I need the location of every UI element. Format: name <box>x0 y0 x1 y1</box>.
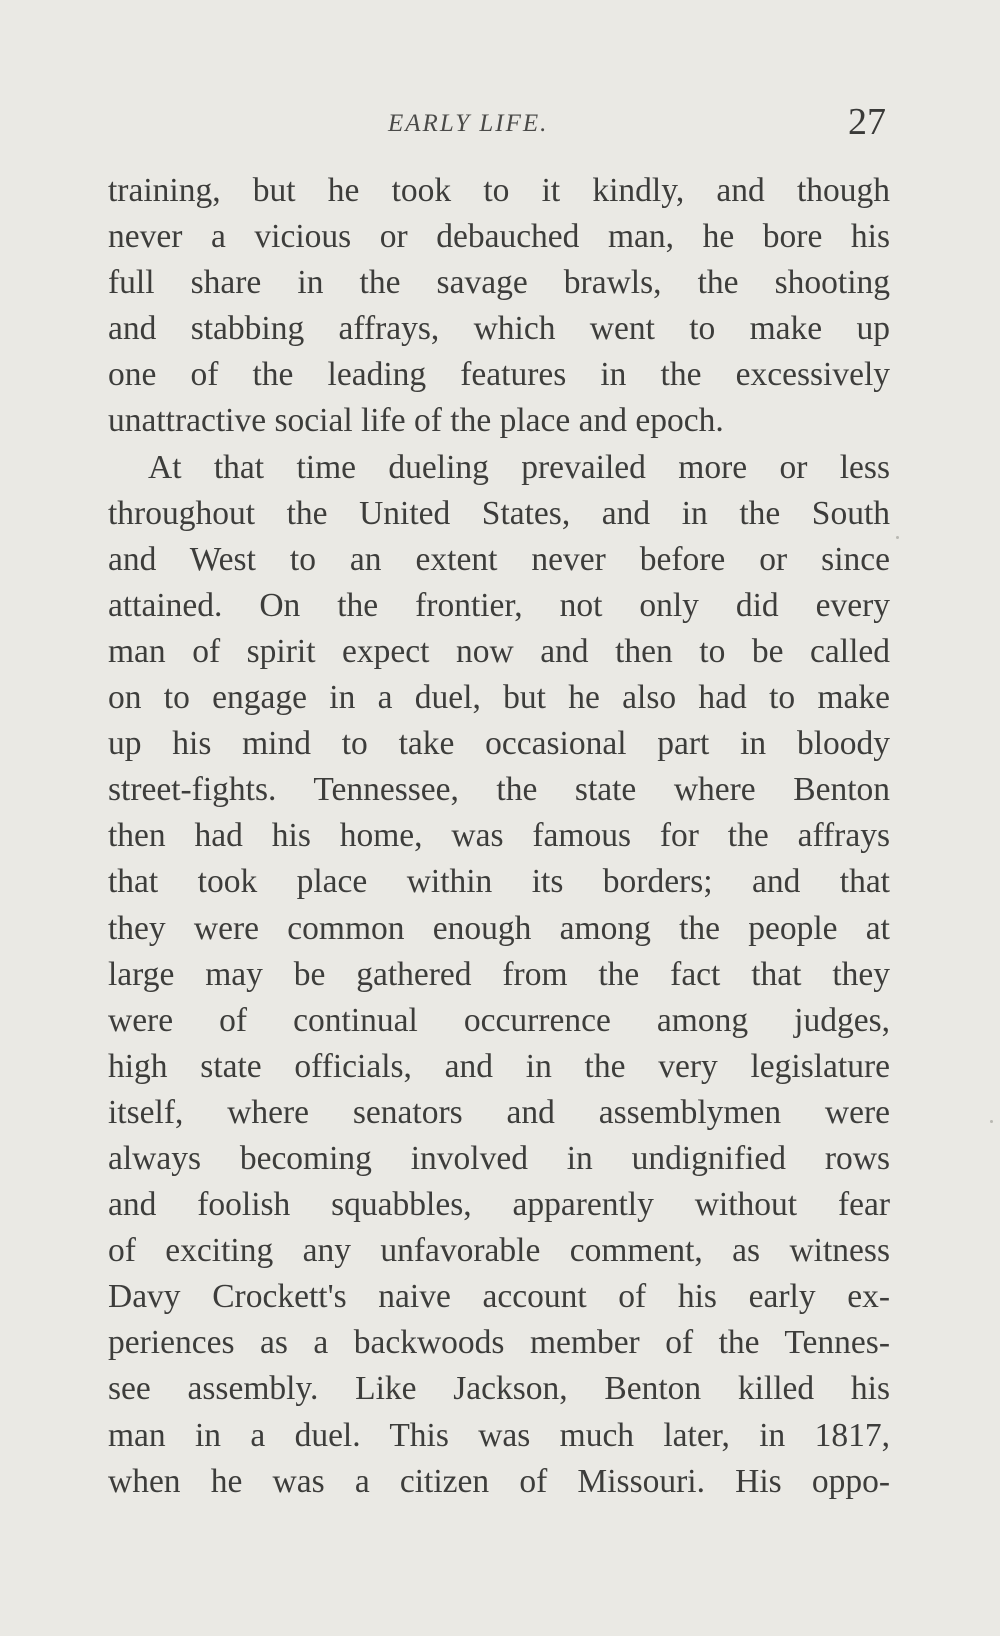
body-text <box>108 168 890 1505</box>
text-line: always becoming involved in undignified rows <box>108 1139 890 1177</box>
text-line: that took place within its borders; and that <box>108 863 890 901</box>
text-line: they were common enough among the people at <box>108 909 890 947</box>
text-line: throughout the United States, and in the South <box>108 494 890 532</box>
paper-speck <box>990 1120 993 1123</box>
paragraph-start-line: At that time dueling prevailed more or less <box>148 448 890 486</box>
text-line: high state officials, and in the very legislature <box>108 1047 890 1085</box>
running-head <box>0 100 1000 150</box>
text-line: periences as a backwoods member of the Tennes- <box>108 1324 890 1362</box>
paper-speck <box>896 536 899 539</box>
text-line: up his mind to take occasional part in bloody <box>108 725 890 763</box>
text-line: were of continual occurrence among judges, <box>108 1001 890 1039</box>
text-line: then had his home, was famous for the affrays <box>108 817 890 855</box>
text-line: one of the leading features in the excessively <box>108 356 890 394</box>
text-line: Davy Crockett's naive account of his early ex- <box>108 1278 890 1316</box>
text-line: man in a duel. This was much later, in 1817, <box>108 1416 890 1454</box>
paragraph-end-line: unattractive social life of the place and epoch. <box>108 402 724 440</box>
text-line: attained. On the frontier, not only did every <box>108 586 890 624</box>
text-line: of exciting any unfavorable comment, as witness <box>108 1232 890 1270</box>
text-line: on to engage in a duel, but he also had to make <box>108 679 890 717</box>
text-line: street-fights. Tennessee, the state where Benton <box>108 771 890 809</box>
text-line: full share in the savage brawls, the shooting <box>108 264 890 302</box>
chapter-title: EARLY LIFE. <box>388 110 549 137</box>
text-line: training, but he took to it kindly, and though <box>108 172 890 209</box>
page-number: 27 <box>848 101 886 143</box>
text-line: and foolish squabbles, apparently without fear <box>108 1186 890 1224</box>
text-line: large may be gathered from the fact that they <box>108 955 890 993</box>
text-line: when he was a citizen of Missouri. His oppo- <box>108 1462 890 1500</box>
text-line: never a vicious or debauched man, he bore his <box>108 218 890 256</box>
text-line: and stabbing affrays, which went to make up <box>108 310 890 348</box>
text-line: see assembly. Like Jackson, Benton killed his <box>108 1370 890 1408</box>
text-line: man of spirit expect now and then to be called <box>108 632 890 670</box>
text-line: itself, where senators and assemblymen were <box>108 1093 890 1131</box>
text-line: and West to an extent never before or since <box>108 540 890 578</box>
